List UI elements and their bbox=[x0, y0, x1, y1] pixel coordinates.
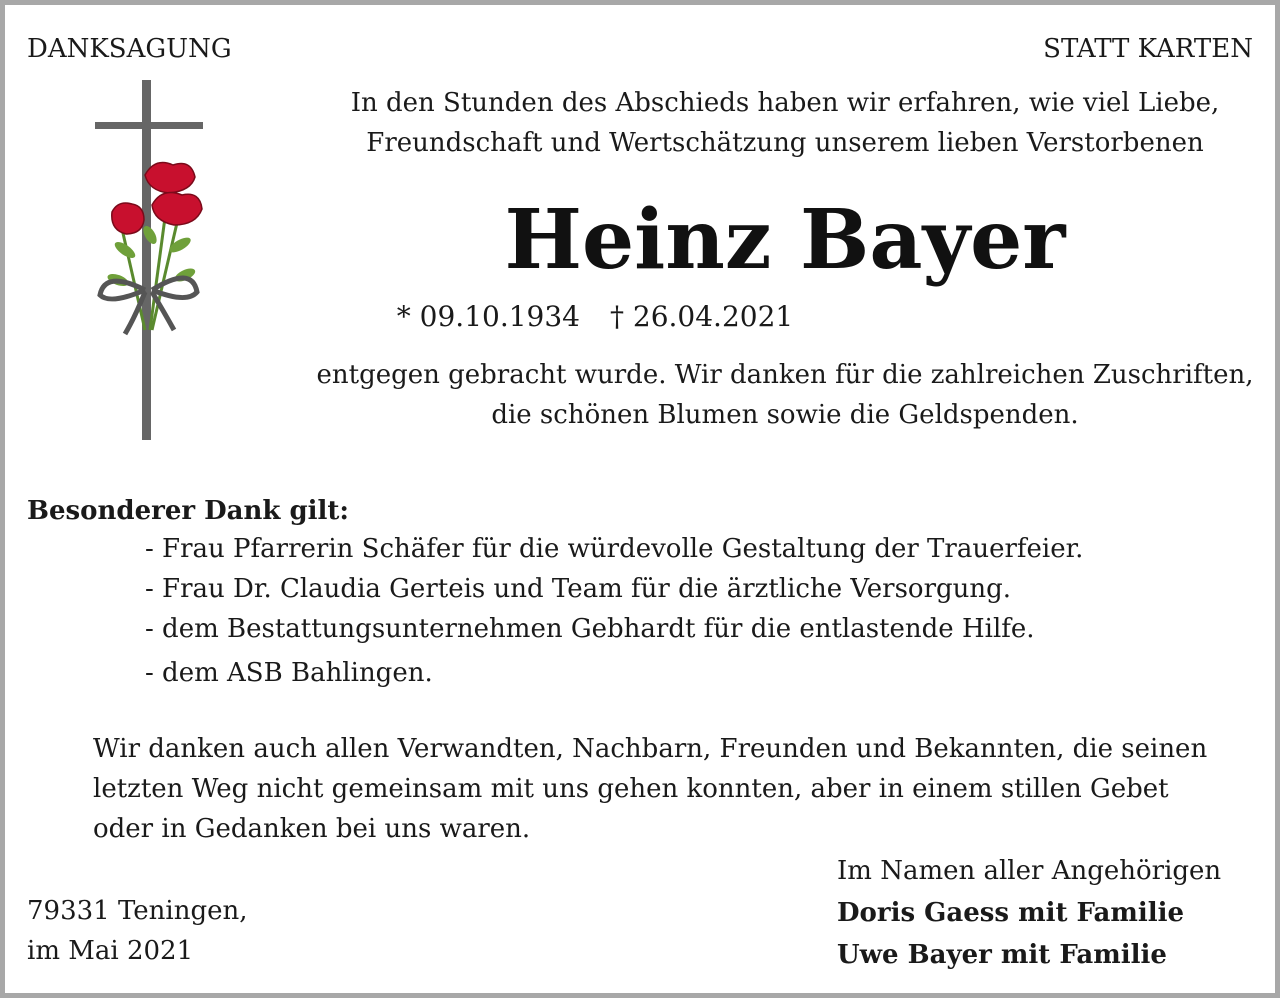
header-left-label: DANKSAGUNG bbox=[27, 34, 232, 64]
thanks-text bbox=[295, 355, 1275, 435]
special-thanks-list bbox=[145, 529, 1083, 693]
place-line: 79331 Teningen, bbox=[27, 896, 248, 926]
cross-with-roses-icon bbox=[90, 80, 210, 440]
date-line: im Mai 2021 bbox=[27, 936, 194, 966]
intro-text bbox=[295, 83, 1275, 163]
intro-line: Freundschaft und Wertschätzung unserem lieben Verstorbenen bbox=[366, 128, 1204, 158]
special-thanks-title: Besonderer Dank gilt: bbox=[27, 496, 350, 526]
signature-intro: Im Namen aller Angehörigen bbox=[837, 856, 1222, 886]
signature-block bbox=[837, 851, 1221, 977]
deceased-name: Heinz Bayer bbox=[504, 192, 1066, 288]
place-and-date bbox=[27, 891, 248, 971]
death-date: † 26.04.2021 bbox=[610, 300, 794, 333]
header-right-label: STATT KARTEN bbox=[1043, 34, 1253, 64]
list-item: - dem Bestattungsunternehmen Gebhardt für die entlastende Hilfe. bbox=[145, 614, 1035, 644]
closing-line: letzten Weg nicht gemeinsam mit uns gehen konnten, aber in einem stillen Gebet bbox=[93, 774, 1169, 804]
closing-paragraph bbox=[93, 729, 1207, 849]
closing-line: Wir danken auch allen Verwandten, Nachbarn, Freunden und Bekannten, die seinen bbox=[93, 734, 1208, 764]
life-dates bbox=[295, 297, 895, 337]
list-item: - dem ASB Bahlingen. bbox=[145, 658, 433, 688]
signature-name: Doris Gaess mit Familie bbox=[837, 898, 1185, 928]
list-item: - Frau Pfarrerin Schäfer für die würdevolle Gestaltung der Trauerfeier. bbox=[145, 534, 1084, 564]
list-item: - Frau Dr. Claudia Gerteis und Team für die ärztliche Versorgung. bbox=[145, 574, 1012, 604]
birth-date: * 09.10.1934 bbox=[396, 300, 580, 333]
intro-line: In den Stunden des Abschieds haben wir erfahren, wie viel Liebe, bbox=[350, 88, 1220, 118]
thanks-line: die schönen Blumen sowie die Geldspenden. bbox=[491, 400, 1079, 430]
closing-line: oder in Gedanken bei uns waren. bbox=[93, 814, 531, 844]
thanks-line: entgegen gebracht wurde. Wir danken für die zahlreichen Zuschriften, bbox=[316, 360, 1254, 390]
signature-name: Uwe Bayer mit Familie bbox=[837, 940, 1167, 970]
